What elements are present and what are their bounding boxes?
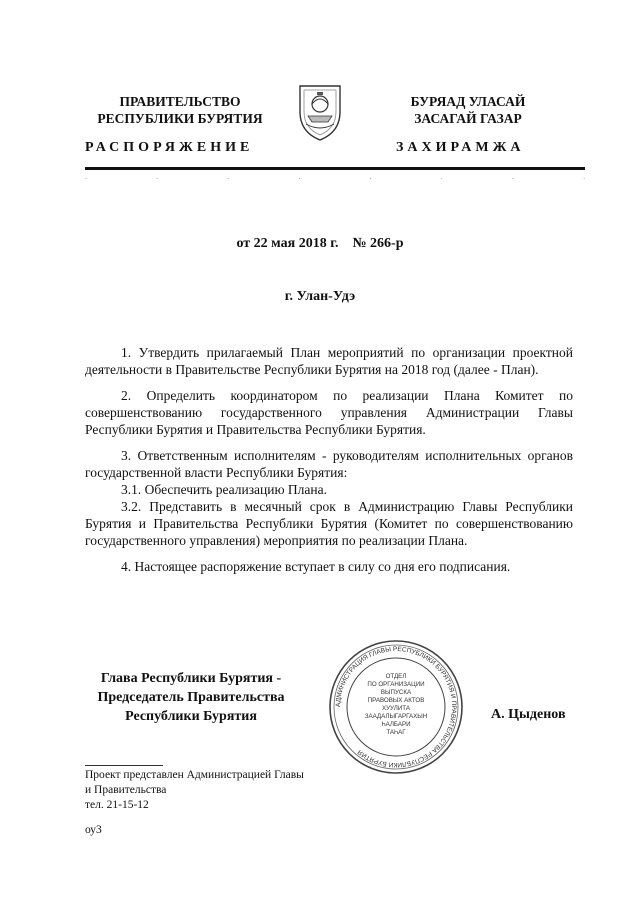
stamp-line7: ҺАЛБАРИ — [381, 721, 411, 728]
stamp-center-text — [351, 673, 441, 737]
header-right-line2: ЗАСАГАЙ ГАЗАР — [414, 111, 522, 126]
signatory-title-line1: Глава Республики Бурятия - — [100, 671, 282, 686]
signatory-name: А. Цыденов — [491, 707, 566, 722]
paragraph-2: 2. Определить координатором по реализации Плана Комитет по совершенствованию государственного управления Администрации Главы Республики Бурятия и Правительства Республики Бурятия. — [85, 388, 573, 437]
footer-line1: Проект представлен Администрацией Главы — [85, 769, 304, 781]
header-right-org — [363, 93, 573, 127]
stamp-line2: ПО ОРГАНИЗАЦИИ — [367, 681, 425, 688]
stamp-line1: ОТДЕЛ — [385, 673, 407, 680]
header-left-line2: РЕСПУБЛИКИ БУРЯТИЯ — [97, 111, 263, 126]
footer-rule — [85, 765, 163, 766]
footer-phone: тел. 21-15-12 — [85, 799, 149, 811]
header-left-line1: ПРАВИТЕЛЬСТВО — [119, 94, 241, 109]
stamp-line4: ПРАВОВЫХ АКТОВ — [367, 697, 425, 704]
signatory-title-line2: Председатель Правительства — [97, 690, 285, 705]
paragraph-3: 3. Ответственным исполнителям - руководителям исполнительных органов государственной власти Республики Бурятия: — [85, 448, 573, 480]
stamp-line6: ЗААДАЛЫГАРГАХЫН — [364, 713, 428, 720]
stamp-line8: ТАҺАГ — [386, 729, 406, 736]
doc-type-left: РАСПОРЯЖЕНИЕ — [85, 140, 254, 155]
paragraph-3-2: 3.2. Представить в месячный срок в Администрацию Главы Республики Бурятия и Правительства Республики Бурятия (Комитет по совершенствованию государственного управления) мероприятия по реализации Плана. — [85, 499, 573, 548]
stamp-line5: ХУУЛИТА — [382, 705, 410, 712]
document-body — [85, 344, 573, 575]
footer-line2: и Правительства — [85, 784, 167, 796]
header-right-line1: БУРЯАД УЛАСАЙ — [410, 94, 526, 109]
header-rule — [85, 167, 585, 170]
official-stamp — [327, 638, 465, 776]
footer-note — [85, 768, 385, 838]
doc-type-right: ЗАХИРАМЖА — [396, 140, 525, 155]
signatory-title — [85, 669, 297, 726]
stamp-line3: ВЫПУСКА — [380, 689, 412, 696]
buryatia-coat-of-arms-icon — [294, 82, 346, 142]
stamp-ring-text: АДМИНИСТРАЦИЯ ГЛАВЫ РЕСПУБЛИКИ БУРЯТИЯ И ПРАВИТЕЛЬСТВА РЕСПУБЛИКИ БУРЯТИЯ — [334, 645, 458, 769]
paragraph-1: 1. Утвердить прилагаемый План мероприятий по организации проектной деятельности в Правительстве Республики Бурятия на 2018 год (далее - План). — [85, 345, 573, 377]
header-left-org — [85, 93, 275, 127]
signatory-title-line3: Республики Бурятия — [125, 709, 257, 724]
date-number: от 22 мая 2018 г. № 266-р — [236, 236, 404, 251]
paragraph-4: 4. Настоящее распоряжение вступает в силу со дня его подписания. — [121, 559, 511, 574]
city: г. Улан-Удэ — [284, 289, 356, 304]
footer-code: оу3 — [85, 824, 102, 836]
header-dotted-rule: . . . . . . . . — [85, 173, 585, 181]
paragraph-3-1: 3.1. Обеспечить реализацию Плана. — [121, 482, 327, 497]
